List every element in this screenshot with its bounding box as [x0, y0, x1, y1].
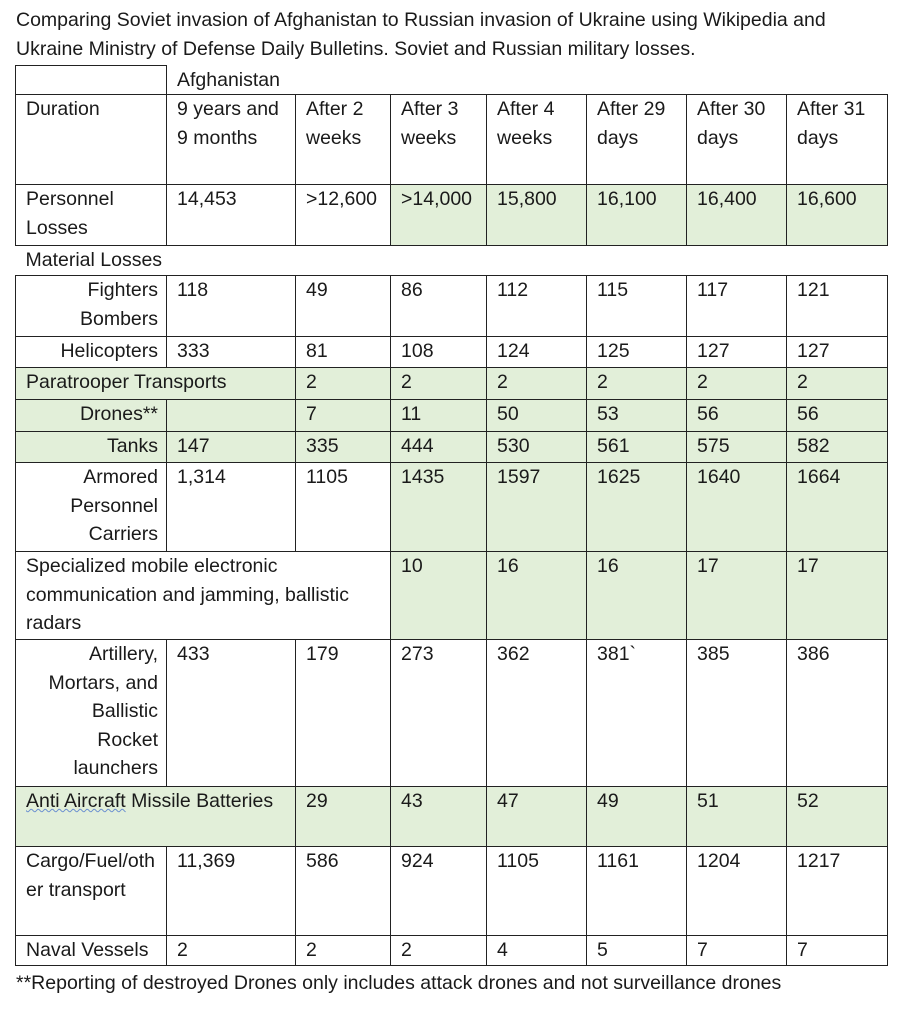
paratrooper-2-weeks: 2	[296, 368, 391, 400]
drones-31-days: 56	[787, 400, 888, 432]
drones-row	[16, 400, 888, 432]
drones-30-days: 56	[687, 400, 787, 432]
personnel-afghanistan: 14,453	[167, 185, 296, 246]
personnel-30-days: 16,400	[687, 185, 787, 246]
helicopters-29-days: 125	[587, 337, 687, 368]
drones-afghanistan	[167, 400, 296, 432]
naval-afghanistan: 2	[167, 936, 296, 966]
title-line-1: Comparing Soviet invasion of Afghanistan to Russian invasion of Ukraine using Wikipedia and	[16, 9, 826, 31]
fighters-29-days: 115	[587, 276, 687, 337]
apc-2-weeks: 1105	[296, 463, 391, 552]
cargo-30-days: 1204	[687, 847, 787, 936]
naval-30-days: 7	[687, 936, 787, 966]
tanks-31-days: 582	[787, 432, 888, 463]
specialized-label: Specialized mobile electronic communication and jamming, ballistic radars	[16, 552, 391, 640]
specialized-31-days: 17	[787, 552, 888, 640]
paratrooper-label: Paratrooper Transports	[16, 368, 296, 400]
personnel-2-weeks: >12,600	[296, 185, 391, 246]
artillery-afghanistan: 433	[167, 640, 296, 787]
fighters-31-days: 121	[787, 276, 888, 337]
helicopters-row	[16, 337, 888, 368]
artillery-30-days: 385	[687, 640, 787, 787]
personnel-29-days: 16,100	[587, 185, 687, 246]
fighters-4-weeks: 112	[487, 276, 587, 337]
cargo-31-days: 1217	[787, 847, 888, 936]
antiair-row	[16, 787, 888, 847]
specialized-3-weeks: 10	[391, 552, 487, 640]
helicopters-30-days: 127	[687, 337, 787, 368]
drones-footnote: **Reporting of destroyed Drones only includes attack drones and not surveillance drones	[16, 972, 782, 994]
antiair-label	[16, 787, 296, 847]
drones-label: Drones**	[16, 400, 167, 432]
tanks-29-days: 561	[587, 432, 687, 463]
cargo-label: Cargo/Fuel/other transport	[16, 847, 167, 936]
material-losses-row	[16, 246, 888, 276]
paratrooper-row	[16, 368, 888, 400]
artillery-2-weeks: 179	[296, 640, 391, 787]
specialized-29-days: 16	[587, 552, 687, 640]
personnel-4-weeks: 15,800	[487, 185, 587, 246]
tanks-label: Tanks	[16, 432, 167, 463]
cargo-29-days: 1161	[587, 847, 687, 936]
duration-30-days: After 30 days	[687, 95, 787, 185]
duration-2-weeks: After 2 weeks	[296, 95, 391, 185]
material-losses-label: Material Losses	[16, 246, 888, 276]
fighters-2-weeks: 49	[296, 276, 391, 337]
helicopters-3-weeks: 108	[391, 337, 487, 368]
tanks-2-weeks: 335	[296, 432, 391, 463]
specialized-4-weeks: 16	[487, 552, 587, 640]
apc-3-weeks: 1435	[391, 463, 487, 552]
artillery-31-days: 386	[787, 640, 888, 787]
antiair-3-weeks: 43	[391, 787, 487, 847]
duration-4-weeks: After 4 weeks	[487, 95, 587, 185]
antiair-label-part2: Missile Batteries	[125, 790, 274, 812]
antiair-4-weeks: 47	[487, 787, 587, 847]
helicopters-label: Helicopters	[16, 337, 167, 368]
naval-29-days: 5	[587, 936, 687, 966]
duration-afghanistan: 9 years and 9 months	[167, 95, 296, 185]
naval-31-days: 7	[787, 936, 888, 966]
cargo-row	[16, 847, 888, 936]
paratrooper-29-days: 2	[587, 368, 687, 400]
cargo-2-weeks: 586	[296, 847, 391, 936]
artillery-label: Artillery, Mortars, and Ballistic Rocket launchers	[16, 640, 167, 787]
naval-3-weeks: 2	[391, 936, 487, 966]
apc-30-days: 1640	[687, 463, 787, 552]
paratrooper-30-days: 2	[687, 368, 787, 400]
helicopters-2-weeks: 81	[296, 337, 391, 368]
antiair-31-days: 52	[787, 787, 888, 847]
apc-label: Armored Personnel Carriers	[16, 463, 167, 552]
cargo-3-weeks: 924	[391, 847, 487, 936]
tanks-30-days: 575	[687, 432, 787, 463]
personnel-row	[16, 185, 888, 246]
personnel-31-days: 16,600	[787, 185, 888, 246]
antiair-2-weeks: 29	[296, 787, 391, 847]
apc-29-days: 1625	[587, 463, 687, 552]
paratrooper-4-weeks: 2	[487, 368, 587, 400]
drones-2-weeks: 7	[296, 400, 391, 432]
naval-4-weeks: 4	[487, 936, 587, 966]
paratrooper-31-days: 2	[787, 368, 888, 400]
helicopters-afghanistan: 333	[167, 337, 296, 368]
drones-29-days: 53	[587, 400, 687, 432]
drones-3-weeks: 11	[391, 400, 487, 432]
antiair-label-part1: Anti Aircraft	[26, 790, 126, 812]
tanks-row	[16, 432, 888, 463]
artillery-row	[16, 640, 888, 787]
fighters-label: Fighters Bombers	[16, 276, 167, 337]
fighters-row	[16, 276, 888, 337]
helicopters-4-weeks: 124	[487, 337, 587, 368]
tanks-afghanistan: 147	[167, 432, 296, 463]
group-header-row	[16, 66, 888, 95]
apc-31-days: 1664	[787, 463, 888, 552]
artillery-3-weeks: 273	[391, 640, 487, 787]
antiair-29-days: 49	[587, 787, 687, 847]
tanks-4-weeks: 530	[487, 432, 587, 463]
artillery-4-weeks: 362	[487, 640, 587, 787]
fighters-3-weeks: 86	[391, 276, 487, 337]
duration-3-weeks: After 3 weeks	[391, 95, 487, 185]
document-title	[16, 6, 896, 64]
antiair-30-days: 51	[687, 787, 787, 847]
personnel-3-weeks: >14,000	[391, 185, 487, 246]
duration-row	[16, 95, 888, 185]
drones-4-weeks: 50	[487, 400, 587, 432]
personnel-label: Personnel Losses	[16, 185, 167, 246]
duration-31-days: After 31 days	[787, 95, 888, 185]
specialized-row	[16, 552, 888, 640]
naval-row	[16, 936, 888, 966]
cargo-4-weeks: 1105	[487, 847, 587, 936]
duration-label: Duration	[16, 95, 167, 185]
apc-afghanistan: 1,314	[167, 463, 296, 552]
losses-table	[15, 65, 888, 966]
tanks-3-weeks: 444	[391, 432, 487, 463]
group-header-empty	[16, 66, 167, 95]
apc-4-weeks: 1597	[487, 463, 587, 552]
fighters-afghanistan: 118	[167, 276, 296, 337]
specialized-30-days: 17	[687, 552, 787, 640]
naval-label: Naval Vessels	[16, 936, 167, 966]
artillery-29-days: 381`	[587, 640, 687, 787]
apc-row	[16, 463, 888, 552]
cargo-afghanistan: 11,369	[167, 847, 296, 936]
naval-2-weeks: 2	[296, 936, 391, 966]
fighters-30-days: 117	[687, 276, 787, 337]
helicopters-31-days: 127	[787, 337, 888, 368]
title-line-2: Ukraine Ministry of Defense Daily Bulletins. Soviet and Russian military losses.	[16, 38, 696, 60]
paratrooper-3-weeks: 2	[391, 368, 487, 400]
afghanistan-header: Afghanistan	[177, 68, 280, 91]
duration-29-days: After 29 days	[587, 95, 687, 185]
